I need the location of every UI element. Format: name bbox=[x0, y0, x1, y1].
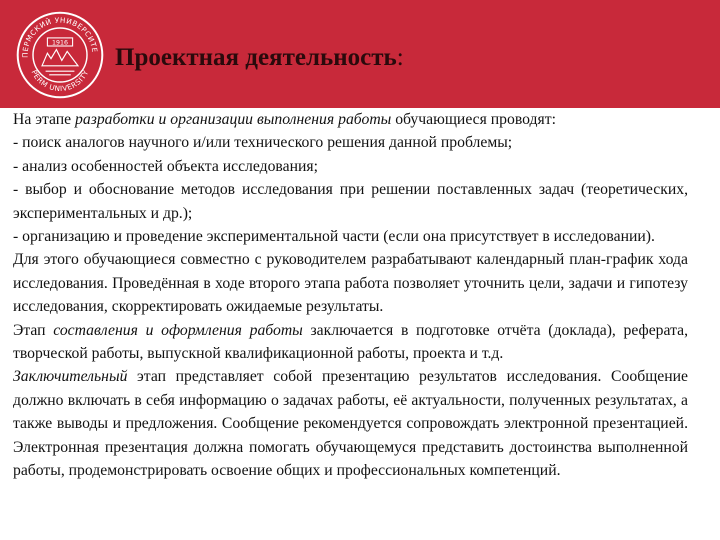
paragraph-text: Этап bbox=[13, 321, 54, 339]
stage-name-development: разработки и организации выполнения работы bbox=[75, 111, 392, 128]
stage-name-formatting: составления и оформления работы bbox=[53, 321, 303, 339]
page-title-text: Проектная деятельность bbox=[115, 44, 397, 71]
list-item-analog-search: - поиск аналогов научного и/или технического решения данной проблемы; bbox=[13, 134, 513, 152]
list-item-object-analysis: - анализ особенностей объекта исследования; bbox=[13, 157, 318, 175]
list-item-method-selection: - выбор и обоснование методов исследования при решении поставленных задач (теоретических, экспериментальных и др.); bbox=[13, 181, 688, 222]
paragraph-stage-formatting bbox=[13, 319, 688, 366]
paragraph-stage-intro bbox=[13, 108, 688, 131]
paragraph-plan: Для этого обучающиеся совместно с руководителем разрабатывают календарный план-график хода исследования. Проведённая в ходе второго этапа работа позволяет уточнить цели, задачи и гипотезу исследования, скорректировать ожидаемые результаты. bbox=[13, 251, 688, 316]
stage-name-final: Заключительный bbox=[13, 368, 128, 386]
seal-bottom-text: PERM UNIVERSITY bbox=[29, 68, 91, 94]
list-item-experiment: - организацию и проведение экспериментальной части (если она присутствует в исследовании). bbox=[13, 228, 655, 246]
university-seal-icon bbox=[15, 10, 105, 100]
paragraph-final-stage bbox=[13, 365, 688, 482]
slide-header bbox=[0, 0, 720, 108]
svg-text:PERM UNIVERSITY bbox=[30, 68, 91, 93]
paragraph-text: заключается в подготовке отчёта (доклада), реферата, творческой работы, выпускной квалификационной работы, проекта и т.д. bbox=[13, 321, 688, 363]
paragraph-text: обучающиеся проводят: bbox=[391, 111, 556, 128]
paragraph-text: На этапе bbox=[13, 111, 76, 128]
seal-year: 1916 bbox=[51, 39, 69, 47]
page-title-colon: : bbox=[396, 44, 404, 71]
seal-top-text: ПЕРМСКИЙ УНИВЕРСИТЕ bbox=[20, 15, 100, 58]
page-title bbox=[115, 44, 404, 72]
slide-body bbox=[13, 108, 688, 483]
paragraph-text: этап представляет собой презентацию результатов исследования. Сообщение должно включать в себя информацию о задачах работы, её актуальности, полученных результатах, а также выводы и предложения. Сообщение рекомендуется сопровождать электронной презентацией. Электронная презентация должна помогать обучающемуся представить достоинства выполненной работы, продемонстрировать освоение общих и профессиональных компетенций. bbox=[13, 368, 688, 480]
